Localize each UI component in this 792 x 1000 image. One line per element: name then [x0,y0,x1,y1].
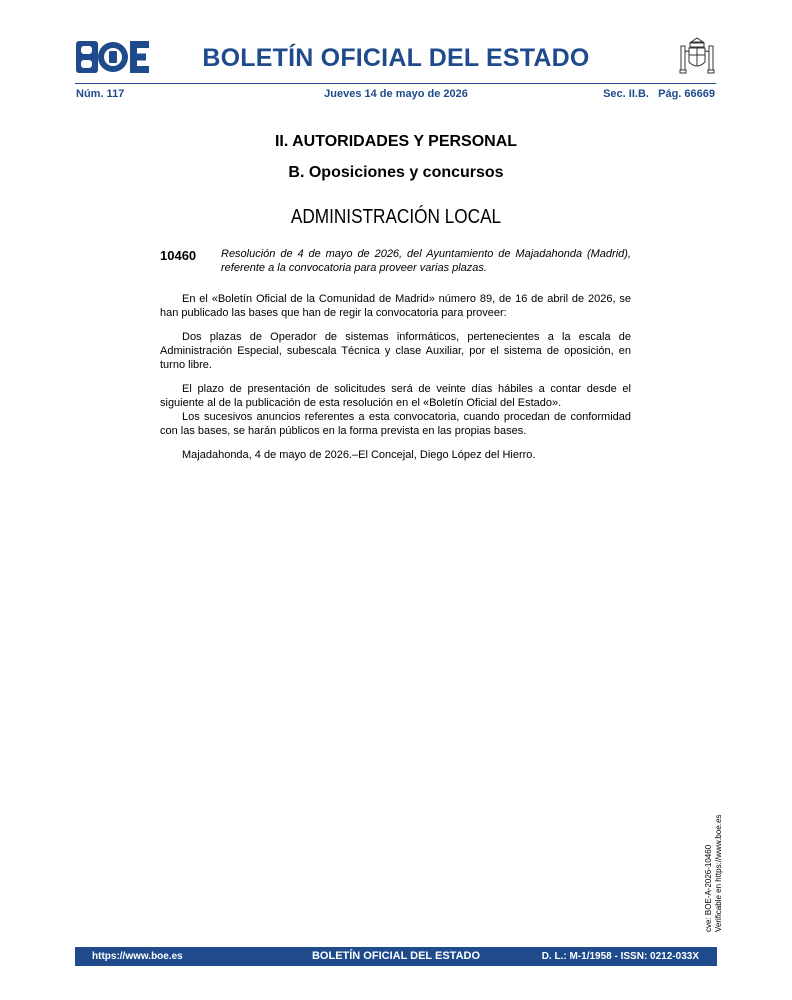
section-page: Sec. II.B. Pág. 66669 [603,88,715,100]
footer-bar [75,947,717,966]
footer-url-link[interactable]: https://www.boe.es [92,951,183,962]
body-text [160,292,631,462]
issue-number: Núm. 117 [76,88,125,100]
verification-text [704,782,724,932]
subsection-title: B. Oposiciones y concursos [288,164,504,181]
signature-line: Majadahonda, 4 de mayo de 2026.–El Concejal, Diego López del Hierro. [182,449,536,461]
body-paragraph: En el «Boletín Oficial de la Comunidad de Madrid» número 89, de 16 de abril de 2026, se han publicado las bases que han de regir la convocatoria para proveer: [160,293,631,319]
coat-of-arms-icon [678,36,716,78]
boe-logo [76,41,149,73]
body-paragraph: El plazo de presentación de solicitudes será de veinte días hábiles a contar desde el siguiente al de la publicación de esta resolución en el «Boletín Oficial del Estado». [160,383,631,409]
footer-title: BOLETÍN OFICIAL DEL ESTADO [311,950,481,962]
resolution-number: 10460 [160,248,197,263]
body-paragraph: Dos plazas de Operador de sistemas informáticos, pertenecientes a la escala de Administración Especial, subescala Técnica y clase Auxiliar, por el sistema de oposición, en turno libre. [160,331,631,371]
resolution-summary: Resolución de 4 de mayo de 2026, del Ayuntamiento de Majadahonda (Madrid), referente a la convocatoria para proveer varias plazas. [221,248,631,274]
body-paragraph: Los sucesivos anuncios referentes a esta convocatoria, cuando procedan de conformidad con las bases, se harán públicos en la forma prevista en las propias bases. [160,411,631,437]
issue-date: Jueves 14 de mayo de 2026 [324,88,468,100]
administration-title: ADMINISTRACIÓN LOCAL [290,206,502,228]
section-title: II. AUTORIDADES Y PERSONAL [274,133,518,150]
footer-legal: D. L.: M-1/1958 - ISSN: 0212-033X [541,951,699,962]
cve-code: cve: BOE-A-2026-10460 [704,844,713,932]
header-divider [75,83,716,84]
verification-url[interactable]: Verificable en https://www.boe.es [714,814,723,932]
page-title: BOLETÍN OFICIAL DEL ESTADO [202,44,590,72]
